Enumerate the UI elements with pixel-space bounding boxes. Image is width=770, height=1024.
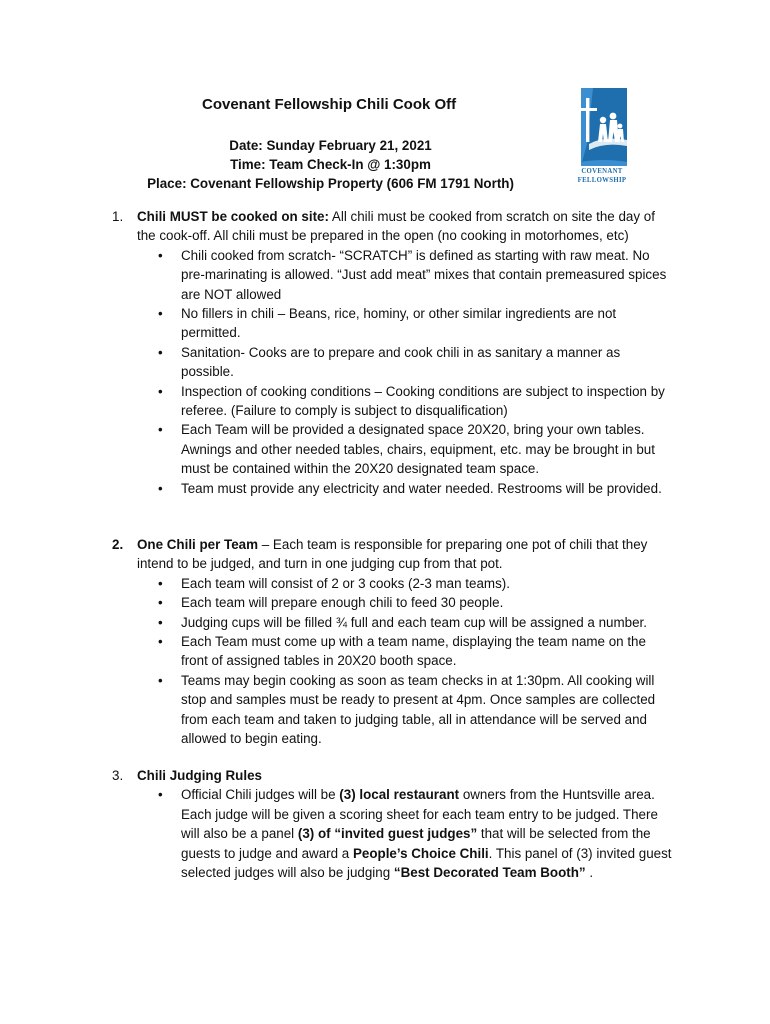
list-item-text: Inspection of cooking conditions – Cooking conditions are subject to inspection by referee. (Failure to comply is subject to disqualification) (181, 383, 665, 419)
list-item: • Judging cups will be filled ¾ full and each team cup will be assigned a number. (158, 614, 647, 630)
list-item-text: Sanitation- Cooks are to prepare and cook chili in as sanitary a manner as possible. (181, 344, 621, 380)
list-item: • Each team will consist of 2 or 3 cooks (2-3 man teams). (158, 575, 510, 591)
event-details (118, 136, 543, 193)
list-item-text: Chili cooked from scratch- “SCRATCH” is defined as starting with raw meat. No pre-marinating is allowed. “Just add meat” mixes that contain premeasured spices are NOT allowed (181, 247, 667, 302)
judging-rule-text (158, 787, 672, 881)
list-item-text: Judging cups will be filled ¾ full and each team cup will be assigned a number. (181, 614, 647, 630)
text-run: Official Chili judges will be (181, 787, 340, 803)
section-heading: Chili Judging Rules (137, 768, 262, 783)
list-item-text: Each team will prepare enough chili to feed 30 people. (181, 595, 504, 611)
section-number: 2. (112, 537, 124, 552)
section-intro-line-2: the cook-off. All chili must be prepared in the open (no cooking in motorhomes, etc) (137, 228, 629, 244)
list-item: • Each Team will be provided a designated space 20X20, bring your own tables. Awnings and other needed tables, chairs, equipment, etc. may be brought in but must be contained within the 20X20 designated team space. (158, 422, 655, 477)
list-item-text: Team must provide any electricity and water needed. Restrooms will be provided. (181, 480, 662, 496)
list-item-text: Each Team will be provided a designated space 20X20, bring your own tables. Awnings and other needed tables, chairs, equipment, etc. may be brought in but must be contained within the 20X20 designated team space. (181, 422, 655, 477)
section-intro-line-1: All chili must be cooked from scratch on site the day of (328, 209, 655, 224)
list-item-text: No fillers in chili – Beans, rice, hominy, or other similar ingredients are not permitted. (181, 306, 617, 341)
list-item: • Each team will prepare enough chili to feed 30 people. (158, 595, 504, 611)
list-item: • Chili cooked from scratch- “SCRATCH” is defined as starting with raw meat. No pre-marinating is allowed. “Just add meat” mixes that contain premeasured spices are NOT allowed (158, 247, 667, 302)
list-item: • Official Chili judges will be (3) local restaurant owners from the Huntsville area. Each judge will be given a scoring sheet for each team entry to be judged. There will also be a panel (3) of “invited guest judges” that will be selected from the guests to judge and award a People’s Choice Chili. This panel of (3) invited guest selected judges will also be judging “Best Decorated Team Booth” . (158, 787, 672, 881)
section-intro (137, 207, 672, 226)
event-place: Place: Covenant Fellowship Property (606 FM 1791 North) (147, 176, 514, 191)
text-run: owners from the Huntsville area. Each judge will be given a scoring sheet for each team entry to be judged. There will also be a panel (181, 787, 658, 842)
emphasis-best-decorated-booth: “Best Decorated Team Booth” (393, 865, 586, 881)
emphasis-local-restaurant: (3) local restaurant (339, 787, 460, 803)
list-item-text: Teams may begin cooking as soon as team checks in at 1:30pm. All cooking will stop and samples must be ready to present at 4pm. Once samples are collected from each team and taken to judging table, all in attendance will be served and allowed to begin eating. (181, 672, 656, 747)
list-item: • Each Team must come up with a team name, displaying the team name on the front of assigned tables in 20X20 booth space. (158, 634, 646, 669)
logo-line-fellowship: FELLOWSHIP (577, 177, 627, 184)
section-number: 3. (112, 768, 124, 783)
list-item: • No fillers in chili – Beans, rice, hominy, or other similar ingredients are not permitted. (158, 306, 617, 341)
section-intro-line-2: intend to be judged, and turn in one judging cup from that pot. (137, 556, 503, 572)
logo-wordmark (573, 167, 631, 185)
section-heading: Chili MUST be cooked on site: (137, 209, 329, 224)
emphasis-peoples-choice: People’s Choice Chili (352, 845, 489, 861)
text-run: . (585, 865, 594, 881)
text-run: that will be selected from the guests to judge and award a (181, 826, 651, 861)
text-run: . This panel of (3) invited guest selected judges will also be judging (181, 845, 672, 881)
section-judging-rules (112, 766, 672, 882)
list-item: • Inspection of cooking conditions – Cooking conditions are subject to inspection by referee. (Failure to comply is subject to disqualification) (158, 383, 665, 419)
list-item: • Team must provide any electricity and water needed. Restrooms will be provided. (158, 480, 662, 496)
list-item: • Teams may begin cooking as soon as team checks in at 1:30pm. All cooking will stop and samples must be ready to present at 4pm. Once samples are collected from each team and taken to judging table, all in attendance will be served and allowed to begin eating. (158, 672, 656, 747)
list-item-text: Each Team must come up with a team name, displaying the team name on the front of assigned tables in 20X20 booth space. (181, 634, 646, 669)
section-number: 1. (112, 209, 124, 224)
document-title: Covenant Fellowship Chili Cook Off (202, 96, 457, 113)
section-intro (137, 535, 672, 554)
event-time: Time: Team Check-In @ 1:30pm (230, 157, 431, 172)
event-date: Date: Sunday February 21, 2021 (229, 138, 432, 153)
list-item: • Sanitation- Cooks are to prepare and cook chili in as sanitary a manner as possible. (158, 344, 621, 380)
logo-line-covenant: COVENANT (581, 168, 623, 175)
section-intro-line-1: – Each team is responsible for preparing one pot of chili that they (258, 537, 648, 552)
list-item-text: Each team will consist of 2 or 3 cooks (2-3 man teams). (181, 575, 510, 591)
section-heading: One Chili per Team (137, 537, 259, 552)
section-cook-on-site (112, 207, 672, 498)
section-one-chili-per-team (112, 535, 672, 748)
emphasis-invited-guest-judges: (3) of “invited guest judges” (297, 826, 478, 842)
